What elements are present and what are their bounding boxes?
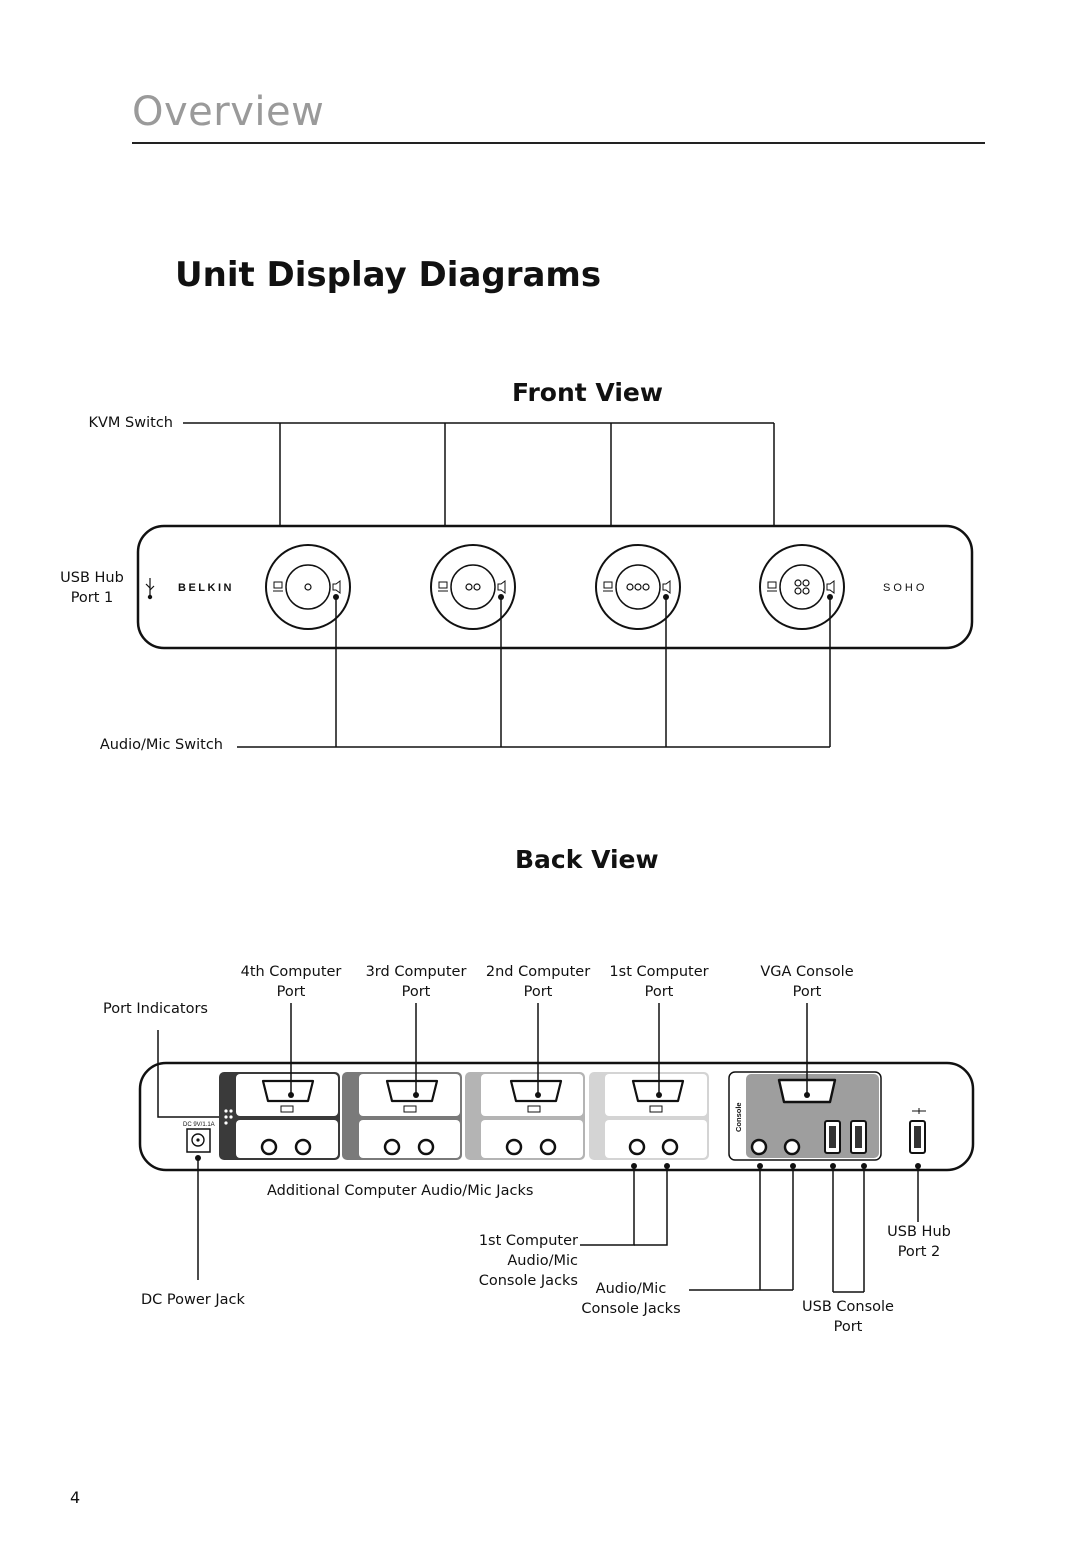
page-header-title: Overview: [132, 89, 325, 135]
switch-button-1: [266, 545, 350, 629]
usb-console-port-label: USB Console Port: [802, 1299, 894, 1335]
soho-model-mark: SOHO: [883, 582, 928, 594]
switch-button-2: [431, 545, 515, 629]
audio-mic-console-leader: [689, 1166, 793, 1290]
usb-hub-port2-label: USB Hub Port 2: [887, 1224, 951, 1260]
first-computer-audio-leader: [580, 1166, 667, 1245]
computer-panel-4: [219, 1072, 340, 1160]
console-panel: [729, 1072, 881, 1160]
computer-panel-1: [589, 1072, 709, 1160]
first-computer-audio-label: 1st Computer Audio/Mic Console Jacks: [478, 1233, 578, 1289]
computer2-port-label: 2nd Computer Port: [485, 964, 591, 1000]
usb-console-leader: [833, 1166, 864, 1292]
dc-power-jack: [183, 1122, 215, 1152]
back-view-diagram: [0, 1000, 1080, 1460]
switch-button-3: [596, 545, 680, 629]
port-indicators-label: Port Indicators: [103, 1001, 208, 1017]
usb-hub-port1-label: USB Hub Port 1: [60, 570, 124, 606]
section-title: Unit Display Diagrams: [175, 255, 602, 295]
audio-mic-switch-label: Audio/Mic Switch: [99, 737, 223, 753]
vga-console-port-label: VGA Console Port: [760, 964, 854, 1000]
console-tag: Console: [734, 1102, 743, 1132]
dc-power-jack-label: DC Power Jack: [141, 1292, 245, 1308]
belkin-logo: BELKIN: [178, 582, 234, 594]
computer1-port-label: 1st Computer Port: [609, 964, 709, 1000]
computer4-port-label: 4th Computer Port: [240, 964, 342, 1000]
front-unit-body: [138, 526, 972, 648]
computer-panel-2: [465, 1072, 585, 1160]
back-view-title: Back View: [515, 845, 659, 874]
computer3-port-label: 3rd Computer Port: [365, 964, 467, 1000]
kvm-switch-label: KVM Switch: [88, 415, 173, 431]
page-number: 4: [70, 1488, 81, 1507]
front-view-title: Front View: [512, 378, 663, 407]
dc-rating: DC 9V/1.1A: [183, 1122, 215, 1128]
additional-audio-jacks-label: Additional Computer Audio/Mic Jacks: [267, 1183, 534, 1199]
switch-button-4: [760, 545, 844, 629]
computer-panel-3: [342, 1072, 462, 1160]
audio-mic-console-label: Audio/Mic Console Jacks: [581, 1281, 681, 1317]
